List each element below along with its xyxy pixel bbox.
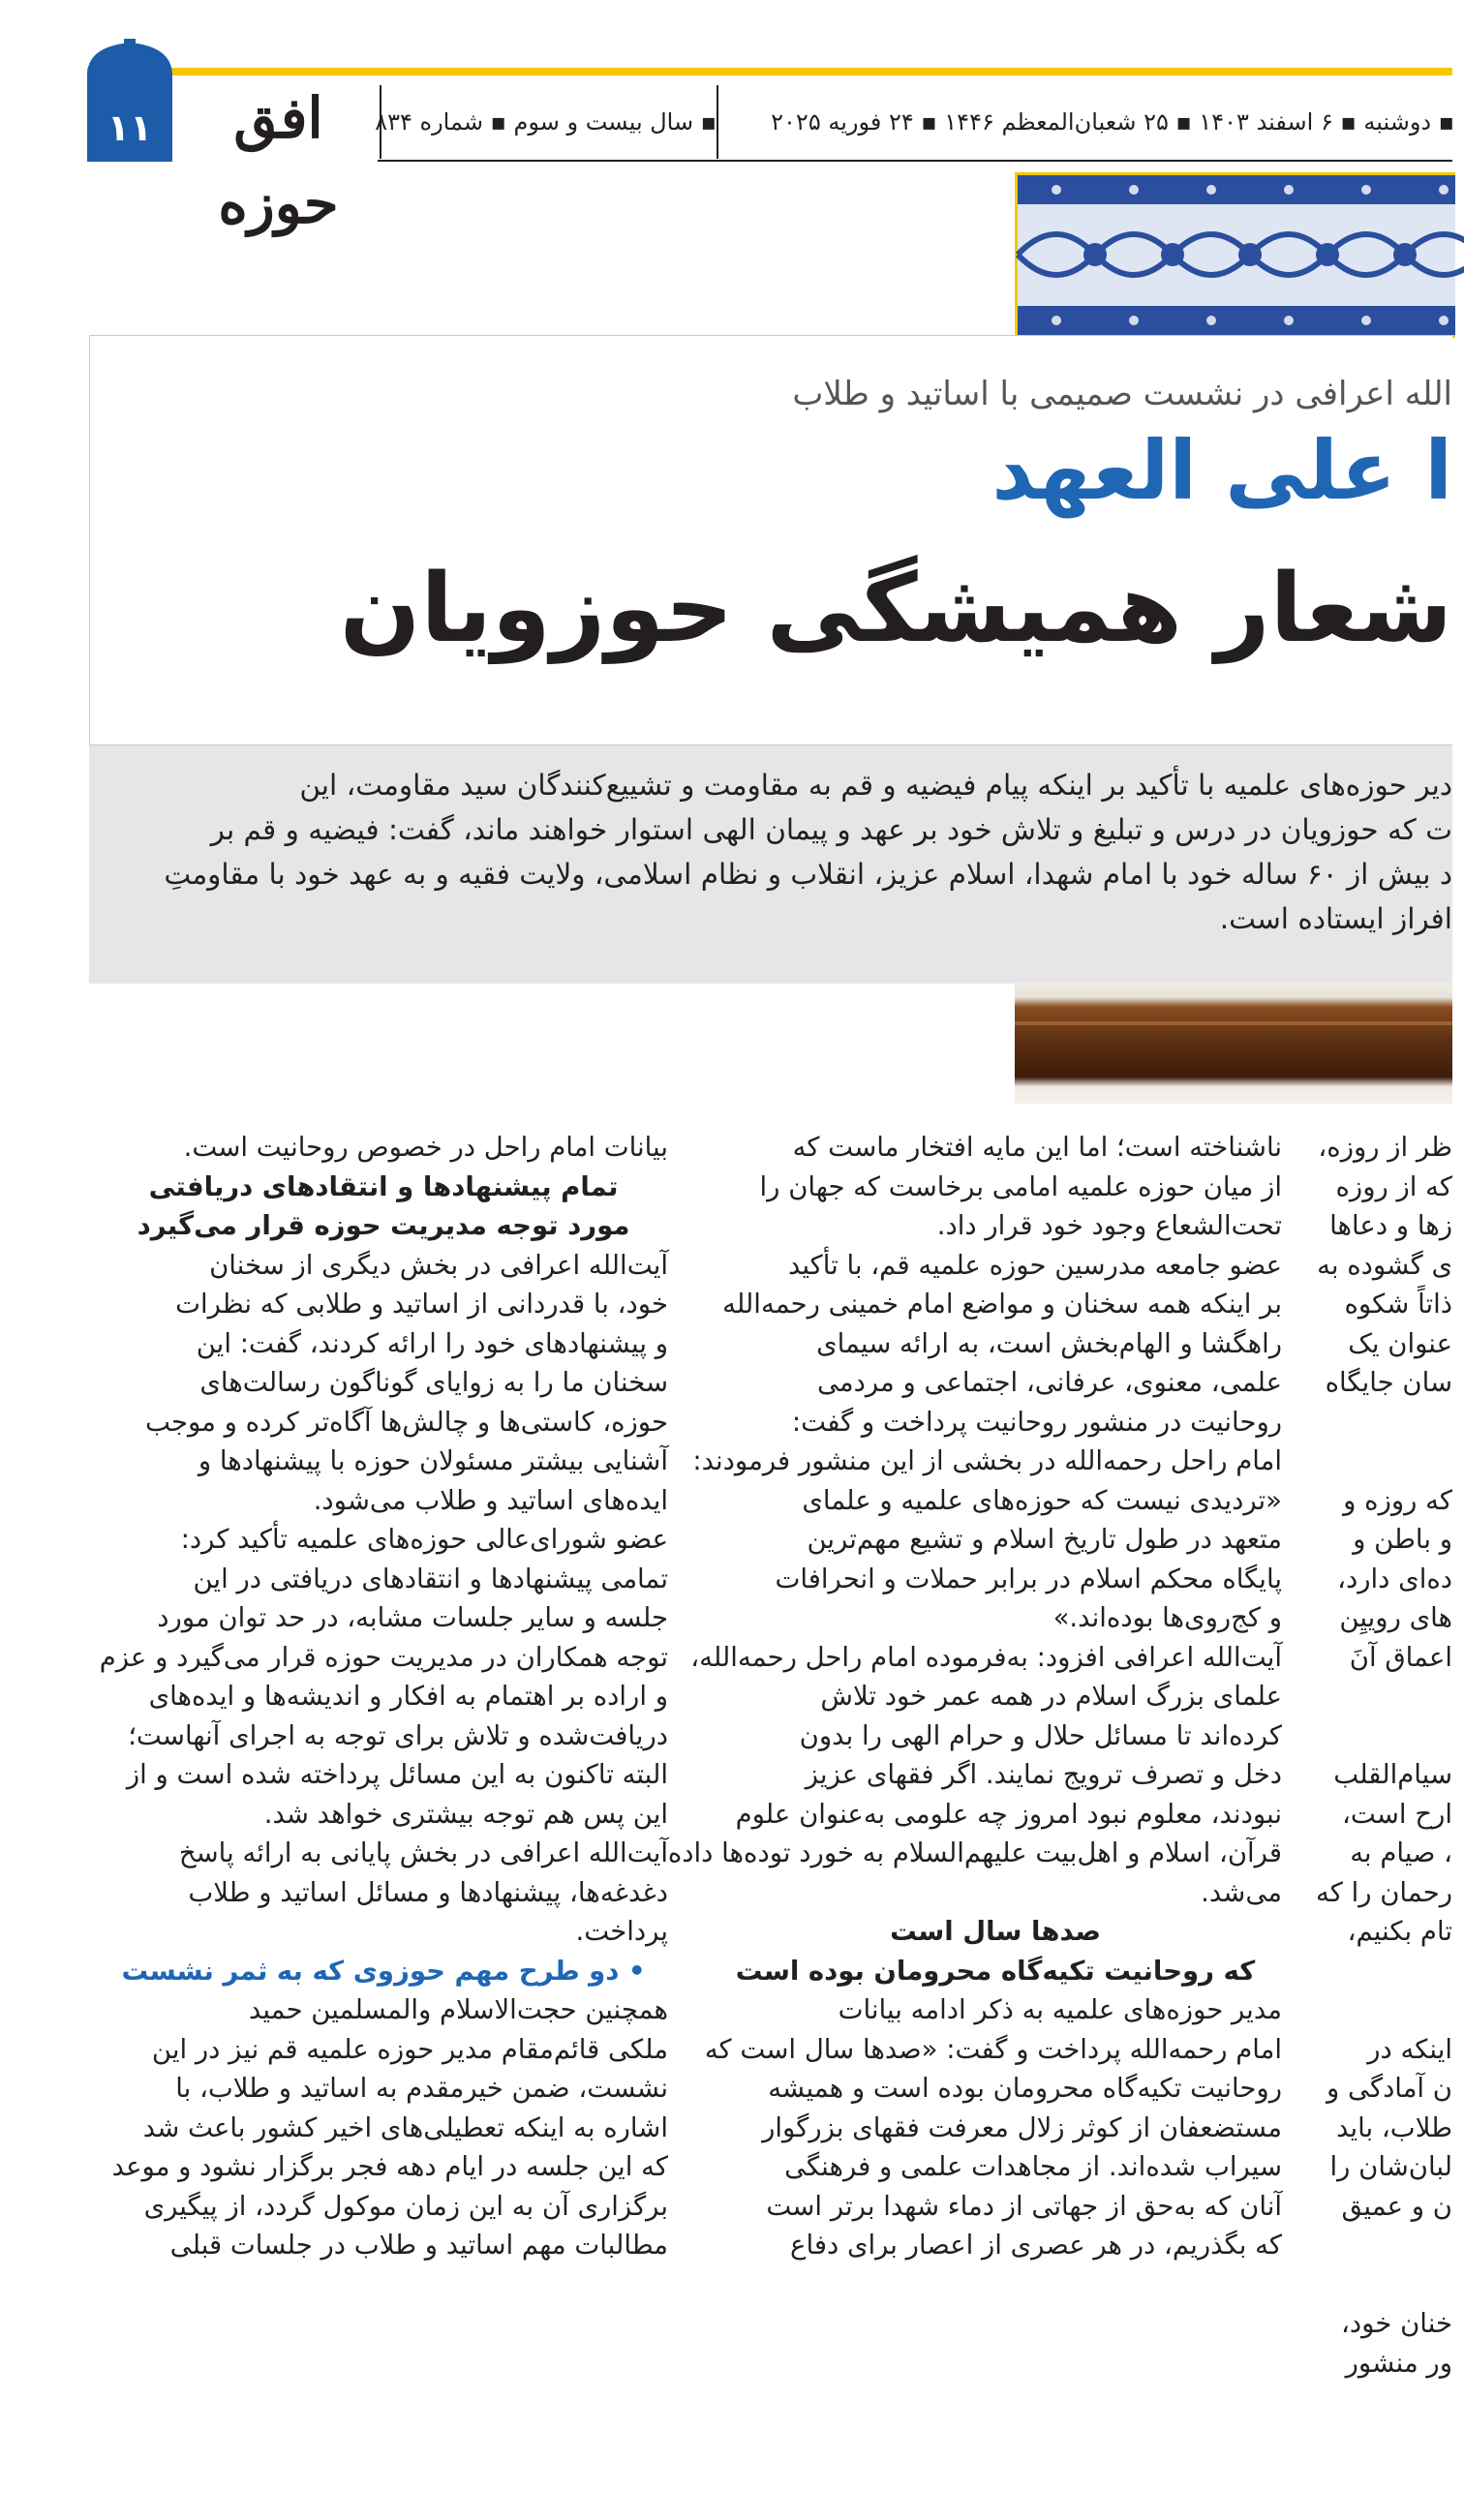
body-line: خود، با قدردانی از اساتید و طلابی که نظرات	[175, 1289, 668, 1320]
body-line: مستضعفان از کوثر زلال معرفت فقهای بزرگوار	[762, 2111, 1282, 2143]
body-line: سخنان ما را به زوایای گوناگون رسالت‌های	[199, 1367, 668, 1398]
body-line: امام راحل رحمه‌الله در بخشی از این منشور فرمودند:	[692, 1445, 1282, 1476]
body-line	[1327, 1442, 1452, 1481]
body-line: حوزه، کاستی‌ها و چالش‌ها آگاه‌تر کرده و موجب	[144, 1406, 668, 1438]
column-right-partial	[1316, 1128, 1452, 2383]
body-line: و پیشنهادهای خود را ارائه کردند، گفت: این	[196, 1327, 668, 1359]
body-line: آشنایی بیشتر مسئولان حوزه با پیشنهادها و	[198, 1445, 668, 1476]
subheading: مورد توجه مدیریت حوزه قرار می‌گیرد	[137, 1210, 630, 1241]
body-line: برگزاری آن به این زمان موکول گردد، از پیگیری	[143, 2190, 668, 2222]
body-line: و کج‌روی‌ها بوده‌اند.»	[1052, 1602, 1282, 1633]
body-line: علمای بزرگ اسلام در همه عمر خود تلاش	[820, 1681, 1282, 1712]
body-line: پایگاه محکم اسلام در برابر حملات و انحرافات	[775, 1563, 1282, 1594]
body-line: سان جایگاه	[1325, 1367, 1452, 1398]
body-line: تحت‌الشعاع وجود خود قرار داد.	[936, 1210, 1282, 1241]
body-line: عضو جامعه مدرسین حوزه علمیه قم، با تأکید	[787, 1249, 1282, 1281]
article-photo	[1015, 983, 1452, 1104]
body-line: ی گشوده به	[1317, 1249, 1452, 1281]
body-line: و باطن و	[1353, 1524, 1452, 1555]
body-line	[1327, 2265, 1452, 2305]
body-line: که روزه و	[1343, 1484, 1452, 1516]
body-line: بر اینکه همه سخنان و مواضع امام خمینی رحمه‌الله	[722, 1289, 1282, 1320]
body-line: لبان‌شان را	[1329, 2151, 1452, 2182]
body-line: اشاره به اینکه تعطیلی‌های اخیر کشور باعث شد	[142, 2111, 668, 2143]
body-line: ایده‌های اساتید و طلاب می‌شود.	[313, 1484, 668, 1516]
body-line: عضو شورای‌عالی حوزه‌های علمیه تأکید کرد:	[180, 1524, 668, 1555]
masthead-rule	[378, 160, 1452, 162]
body-line: می‌شد.	[1201, 1876, 1282, 1908]
headline-secondary: شعار همیشگی حوزویان	[339, 554, 1452, 664]
body-line: ملکی قائم‌مقام مدیر حوزه علمیه قم نیز در این	[151, 2033, 668, 2065]
body-line: ذاتاً شکوه	[1344, 1289, 1452, 1320]
body-line: امام رحمه‌الله پرداخت و گفت: «صدها سال است که	[704, 2033, 1282, 2065]
headline-primary: ا علی العهد	[991, 423, 1452, 518]
body-line: نبودند، معلوم نبود امروز چه علومی به‌عنوان علوم	[735, 1798, 1282, 1830]
publication-logo: افق حوزه	[218, 85, 339, 236]
lead-line: دیر حوزه‌های علمیه با تأکید بر اینکه پیام فیضیه و قم به مقاومت و تشییع‌کنندگان سید مقاومت، این	[299, 769, 1452, 802]
column-left	[99, 1128, 668, 2265]
lead-line: د بیش از ۶۰ ساله خود با امام شهدا، اسلام عزیز، انقلاب و نظام اسلامی، ولایت فقیه و به عهد خود با مقاومتِ	[164, 858, 1452, 891]
column-middle	[667, 1128, 1282, 2265]
body-line: این پس هم توجه بیشتری خواهد شد.	[263, 1798, 668, 1830]
body-line: پرداخت.	[575, 1916, 668, 1947]
body-line: ن آمادگی و	[1327, 2073, 1452, 2104]
body-line: البته تاکنون به این مسائل پرداخته شده است و از	[126, 1759, 668, 1790]
body-line: ، صیام به	[1350, 1837, 1452, 1868]
lead-line: ت که حوزویان در درس و تبلیغ و تلاش خود بر عهد و پیمان الهی استوار خواهند ماند، گفت: فیضیه و قم بر	[210, 813, 1452, 846]
subheading: • دو طرح مهم حوزوی که به ثمر نشست	[121, 1955, 646, 1987]
article-kicker: الله اعرافی در نشست صمیمی با اساتید و طلاب	[792, 375, 1452, 413]
body-line: آیت‌الله اعرافی افزود: به‌فرموده امام راحل رحمه‌الله،	[690, 1641, 1282, 1673]
body-line: سیراب شده‌اند. از مجاهدات علمی و فرهنگی	[784, 2151, 1282, 2182]
body-line: طلاب، باید	[1336, 2111, 1452, 2143]
body-line: خنان خود،	[1341, 2308, 1452, 2339]
page-number: ۱۱	[107, 106, 153, 149]
body-line: سیام‌القلب	[1333, 1759, 1452, 1790]
body-line: که از روزه	[1335, 1170, 1452, 1202]
subheading: که روحانیت تکیه‌گاه محرومان بوده است	[735, 1955, 1256, 1987]
body-line	[1327, 1990, 1452, 2030]
body-line: ارح است،	[1342, 1798, 1452, 1830]
subheading: صدها سال است	[890, 1916, 1101, 1947]
body-line: دخل و تصرف ترویج نمایند. اگر فقهای عزیز	[805, 1759, 1282, 1790]
subheading: تمام پیشنهادها و انتقادهای دریافتی	[148, 1170, 619, 1202]
body-line: تام بکنیم،	[1347, 1916, 1452, 1947]
body-line: توجه همکاران در مدیریت حوزه قرار می‌گیرد و عزم	[99, 1641, 668, 1673]
body-line: همچنین حجت‌الاسلام والمسلمین حمید	[248, 1994, 668, 2025]
body-line	[1327, 1952, 1452, 1991]
body-line	[1327, 1403, 1452, 1442]
body-line: های روییِن	[1339, 1602, 1452, 1633]
body-line: که این جلسه در ایام دهه فجر برگزار نشود و موعد	[111, 2151, 668, 2182]
body-line: جلسه و سایر جلسات مشابه، در حد توان مورد	[157, 1602, 668, 1633]
body-line: که بگذریم، در هر عصری از اعصار برای دفاع	[790, 2230, 1282, 2261]
masthead-accent-line	[87, 68, 1452, 76]
body-line: دغدغه‌ها، پیشنهادها و مسائل اساتید و طلاب	[188, 1876, 668, 1908]
body-line: علمی، معنوی، عرفانی، اجتماعی و مردمی	[816, 1367, 1282, 1398]
article-lead	[89, 745, 1452, 984]
decorative-tile-image	[1015, 172, 1455, 338]
body-line: قرآن، اسلام و اهل‌بیت علیهم‌السلام به خورد توده‌ها داده	[667, 1837, 1282, 1868]
body-line: ظر از روزه،	[1318, 1132, 1452, 1163]
body-line: راهگشا و الهام‌بخش است، به ارائه سیمای	[816, 1327, 1282, 1359]
body-line: اعماق آنَ	[1349, 1641, 1452, 1673]
body-line	[1327, 2226, 1452, 2265]
body-line: متعهد در طول تاریخ اسلام و تشیع مهم‌ترین	[807, 1524, 1282, 1555]
body-line: و اراده بر اهتمام به افکار و اندیشه‌ها و ایده‌های	[148, 1681, 668, 1712]
body-line: ور منشور	[1345, 2347, 1452, 2379]
body-line: روحانیت تکیه‌گاه محرومان بوده است و همیشه	[768, 2073, 1282, 2104]
body-line: آنان که به‌حق از جهاتی از دماء شهدا برتر است	[766, 2190, 1282, 2222]
masthead	[87, 68, 1454, 236]
body-line: ناشناخته است؛ اما این مایه افتخار ماست که	[792, 1132, 1282, 1163]
body-line	[1327, 1716, 1452, 1756]
body-line: بیانات امام راحل در خصوص روحانیت است.	[183, 1132, 668, 1163]
body-line: دریافت‌شده و تلاش برای توجه به اجرای آنهاست؛	[128, 1719, 668, 1751]
body-line	[1327, 1677, 1452, 1716]
body-line: از میان حوزه علمیه امامی برخاست که جهان را	[759, 1170, 1282, 1202]
lead-line: افراز ایستاده است.	[1219, 902, 1452, 935]
body-line: زها و دعاها	[1329, 1210, 1452, 1241]
body-line: آیت‌الله اعرافی در بخش پایانی به ارائه پاسخ	[178, 1837, 668, 1868]
body-line: کرده‌اند تا مسائل حلال و حرام الهی را بدون	[799, 1719, 1282, 1751]
body-line: نشست، ضمن خیرمقدم به اساتید و طلاب، با	[175, 2073, 668, 2104]
date-line: ▪ دوشنبه ▪ ۶ اسفند ۱۴۰۳ ▪ ۲۵ شعبان‌المعظم ۱۴۴۶ ▪ ۲۴ فوریه ۲۰۲۵	[717, 85, 1464, 159]
headline-block	[89, 335, 1452, 745]
issue-line: ▪ سال بیست و سوم ▪ شماره ۸۳۴	[380, 85, 717, 159]
body-line: تمامی پیشنهادها و انتقادهای دریافتی در این	[193, 1563, 668, 1594]
body-line: اینکه در	[1367, 2033, 1452, 2065]
body-line: «تردیدی نیست که حوزه‌های علمیه و علمای	[802, 1484, 1282, 1516]
body-line: مطالبات مهم اساتید و طلاب در جلسات قبلی	[169, 2230, 668, 2261]
body-line: ن و عمیق	[1341, 2190, 1452, 2222]
body-line: ده‌ای دارد،	[1337, 1563, 1452, 1594]
body-line: مدیر حوزه‌های علمیه به ذکر ادامه بیانات	[838, 1994, 1282, 2025]
body-line: عنوان یک	[1348, 1327, 1452, 1359]
body-line: روحانیت در منشور روحانیت پرداخت و گفت:	[791, 1406, 1282, 1438]
body-line: آیت‌الله اعرافی در بخش دیگری از سخنان	[209, 1249, 668, 1281]
body-line: رحمان را که	[1316, 1876, 1452, 1908]
